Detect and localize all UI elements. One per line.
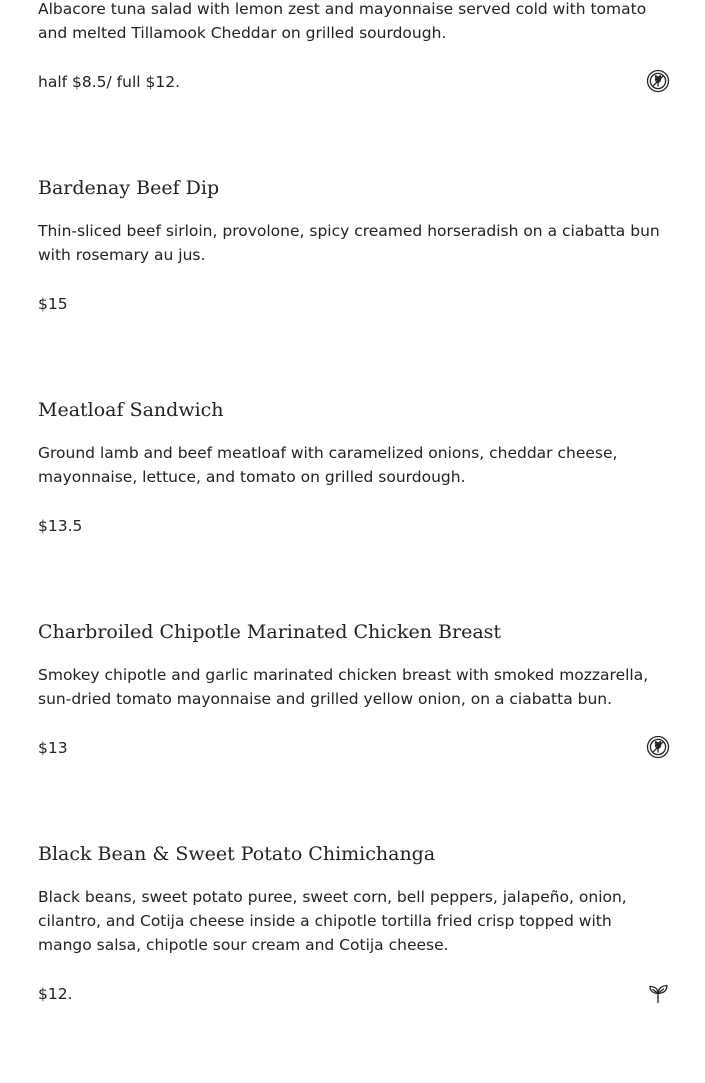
item-price: $13.5 (38, 517, 83, 535)
menu-item (38, 619, 670, 760)
gluten-free-icon (646, 735, 670, 759)
gluten-free-icon (646, 69, 670, 93)
price-row (38, 982, 670, 1006)
menu-item (38, 841, 670, 1006)
item-title: Black Bean & Sweet Potato Chimichanga (38, 843, 436, 865)
price-row (38, 514, 670, 538)
item-title: Charbroiled Chipotle Marinated Chicken Breast (38, 621, 502, 643)
menu-item (38, 175, 670, 316)
item-title: Meatloaf Sandwich (38, 399, 224, 421)
item-description: Ground lamb and beef meatloaf with caramelized onions, cheddar cheese, mayonnaise, lettuce, and tomato on grilled sourdough. (38, 444, 618, 486)
item-description: Smokey chipotle and garlic marinated chicken breast with smoked mozzarella, sun-dried tomato mayonnaise and grilled yellow onion, on a ciabatta bun. (38, 666, 649, 708)
item-price: $13 (38, 739, 68, 757)
vegetarian-sprout-icon (646, 981, 670, 1005)
item-description: Thin-sliced beef sirloin, provolone, spicy creamed horseradish on a ciabatta bun with rosemary au jus. (38, 222, 660, 264)
item-price: $15 (38, 295, 68, 313)
item-price: $12. (38, 985, 73, 1003)
price-row (38, 736, 670, 760)
item-title: Bardenay Beef Dip (38, 177, 220, 199)
item-description: Albacore tuna salad with lemon zest and mayonnaise served cold with tomato and melted Tillamook Cheddar on grilled sourdough. (38, 0, 647, 42)
menu-item (38, 0, 670, 94)
item-price: half $8.5/ full $12. (38, 73, 181, 91)
price-row (38, 70, 670, 94)
menu-item (38, 397, 670, 538)
price-row (38, 292, 670, 316)
item-description: Black beans, sweet potato puree, sweet corn, bell peppers, jalapeño, onion, cilantro, and Cotija cheese inside a chipotle tortilla fried crisp topped with mango salsa, chipotle sour cream and Cotija cheese. (38, 888, 627, 954)
